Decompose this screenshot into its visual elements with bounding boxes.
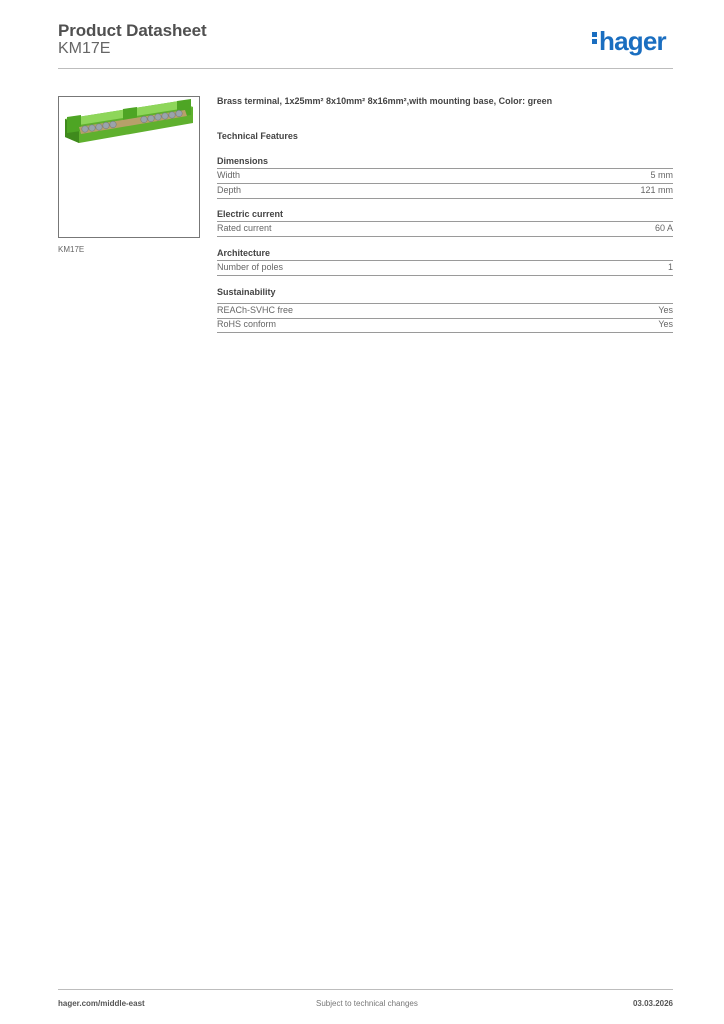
product-description: Brass terminal, 1x25mm² 8x10mm² 8x16mm²,with mounting base, Color: green — [217, 96, 553, 106]
feature-label: Number of poles — [217, 262, 284, 272]
feature-value: 60 A — [654, 223, 673, 233]
feature-row-rohs — [217, 318, 673, 333]
feature-label: RoHS conform — [217, 319, 277, 329]
group-title-architecture: Architecture — [217, 248, 271, 258]
feature-value: 5 mm — [650, 170, 673, 180]
image-caption: KM17E — [58, 245, 85, 254]
feature-value: Yes — [658, 319, 673, 329]
page-title: Product Datasheet — [58, 21, 207, 40]
hager-logo — [592, 26, 666, 56]
header-divider — [58, 68, 673, 69]
footer-divider — [58, 989, 673, 990]
feature-value: 121 mm — [640, 185, 673, 195]
terminal-block-illustration — [59, 97, 201, 239]
feature-label: REACh-SVHC free — [217, 305, 294, 315]
feature-value: 1 — [667, 262, 673, 272]
feature-label: Rated current — [217, 223, 272, 233]
logo-dots-icon — [592, 30, 597, 46]
feature-label: Depth — [217, 185, 242, 195]
footer-notice: Subject to technical changes — [316, 999, 418, 1008]
logo-text: hager — [599, 26, 666, 56]
footer-website: hager.com/middle-east — [58, 999, 145, 1008]
feature-row-depth — [217, 184, 673, 199]
feature-row-width — [217, 169, 673, 184]
footer-date: 03.03.2026 — [632, 999, 673, 1008]
product-image — [58, 96, 200, 238]
feature-row-number-of-poles — [217, 261, 673, 276]
group-title-electric-current: Electric current — [217, 209, 284, 219]
group-title-dimensions: Dimensions — [217, 156, 269, 166]
feature-label: Width — [217, 170, 241, 180]
group-title-sustainability: Sustainability — [217, 287, 276, 297]
feature-row-reach-svhc — [217, 304, 673, 319]
technical-features-heading: Technical Features — [217, 131, 298, 141]
product-code: KM17E — [58, 40, 111, 57]
feature-value: Yes — [658, 305, 673, 315]
feature-row-rated-current — [217, 222, 673, 237]
